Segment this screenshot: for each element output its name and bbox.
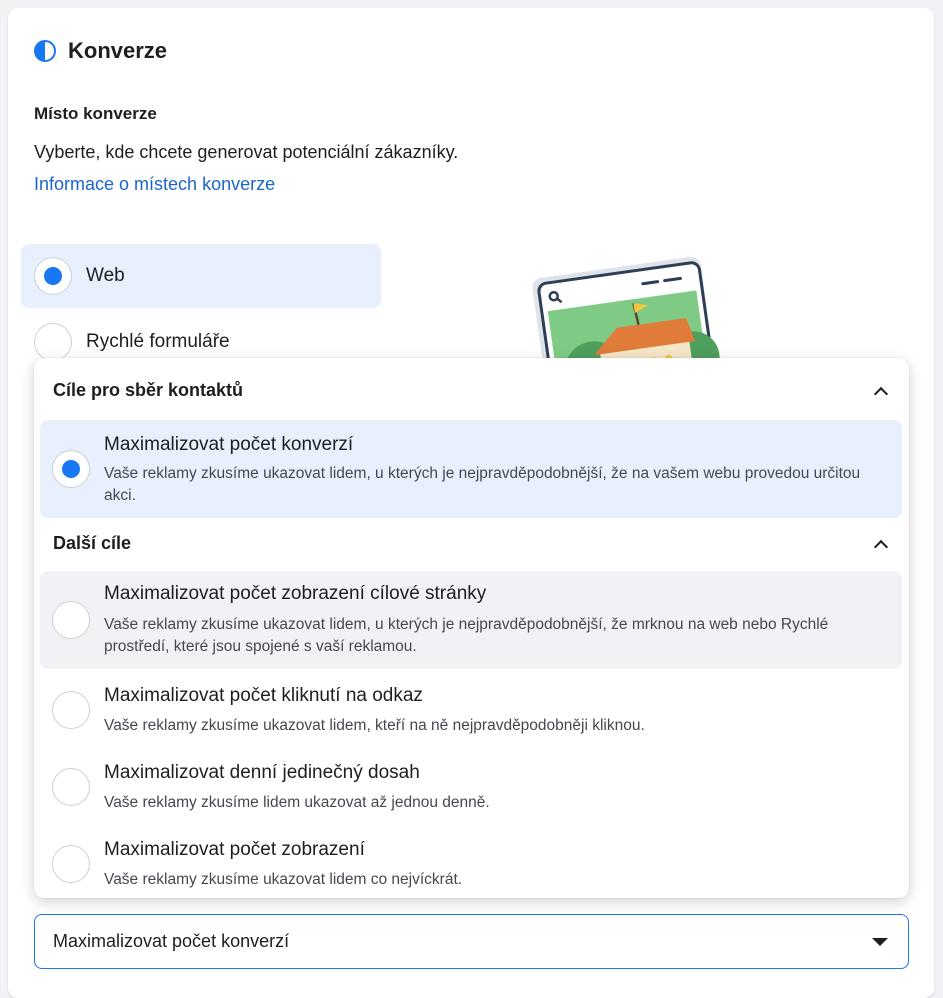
section-label: Místo konverze xyxy=(34,104,157,123)
conversion-locations-info-link[interactable]: Informace o místech konverze xyxy=(34,174,276,194)
option-maximize-impressions[interactable] xyxy=(40,831,902,903)
radio-selected-dot xyxy=(62,460,80,478)
option-description: Vaše reklamy zkusíme ukazovat lidem co nejvíckrát. xyxy=(104,871,463,888)
group-header-lead-goals[interactable] xyxy=(53,380,889,401)
caret-down-icon[interactable] xyxy=(872,938,888,946)
section-description: Vyberte, kde chcete generovat potenciální zákazníky. xyxy=(34,142,459,162)
radio-label: Web xyxy=(86,265,125,286)
option-description: Vaše reklamy zkusíme lidem ukazovat až jednou denně. xyxy=(104,794,490,811)
website-illustration xyxy=(520,256,740,366)
option-title: Maximalizovat počet kliknutí na odkaz xyxy=(104,685,423,706)
option-maximize-daily-unique-reach[interactable] xyxy=(40,754,902,826)
group-title: Cíle pro sběr kontaktů xyxy=(53,380,244,400)
radio-label: Rychlé formuláře xyxy=(86,331,230,352)
radio-button[interactable] xyxy=(52,450,90,488)
option-maximize-link-clicks[interactable] xyxy=(40,677,902,749)
radio-button[interactable] xyxy=(34,257,72,295)
option-description: Vaše reklamy zkusíme ukazovat lidem, u kterých je nejpravděpodobnější, že mrknou na web nebo Rychlé prostředí, které jsou spojené s vaší reklamou. xyxy=(104,616,829,655)
radio-button[interactable] xyxy=(34,323,72,361)
conversion-card xyxy=(8,8,934,998)
option-description: Vaše reklamy zkusíme ukazovat lidem, u kterých je nejpravděpodobnější, že na vašem webu provedou určitou akci. xyxy=(104,465,861,504)
option-title: Maximalizovat počet zobrazení cílové stránky xyxy=(104,583,487,604)
group-header-other-goals[interactable] xyxy=(53,533,889,554)
radio-selected-dot xyxy=(44,267,62,285)
option-title: Maximalizovat počet konverzí xyxy=(104,434,354,455)
radio-button[interactable] xyxy=(52,845,90,883)
option-maximize-landing-page-views[interactable] xyxy=(40,571,902,669)
optimization-goal-select[interactable] xyxy=(34,914,909,969)
select-value: Maximalizovat počet konverzí xyxy=(53,931,290,951)
radio-button[interactable] xyxy=(52,691,90,729)
option-title: Maximalizovat denní jedinečný dosah xyxy=(104,762,420,783)
optimization-goal-dropdown-menu xyxy=(34,358,909,898)
option-title: Maximalizovat počet zobrazení xyxy=(104,839,365,860)
radio-button[interactable] xyxy=(52,768,90,806)
card-header xyxy=(34,38,167,64)
conversion-location-web[interactable] xyxy=(21,244,381,308)
radio-button[interactable] xyxy=(52,601,90,639)
chevron-up-icon[interactable] xyxy=(873,536,889,552)
option-description: Vaše reklamy zkusíme ukazovat lidem, kteří na ně nejpravděpodobněji kliknou. xyxy=(104,717,645,734)
card-title: Konverze xyxy=(68,38,168,63)
chevron-up-icon[interactable] xyxy=(873,383,889,399)
half-circle-icon xyxy=(34,40,56,62)
option-maximize-conversions[interactable] xyxy=(40,420,902,518)
group-title: Další cíle xyxy=(53,533,132,553)
